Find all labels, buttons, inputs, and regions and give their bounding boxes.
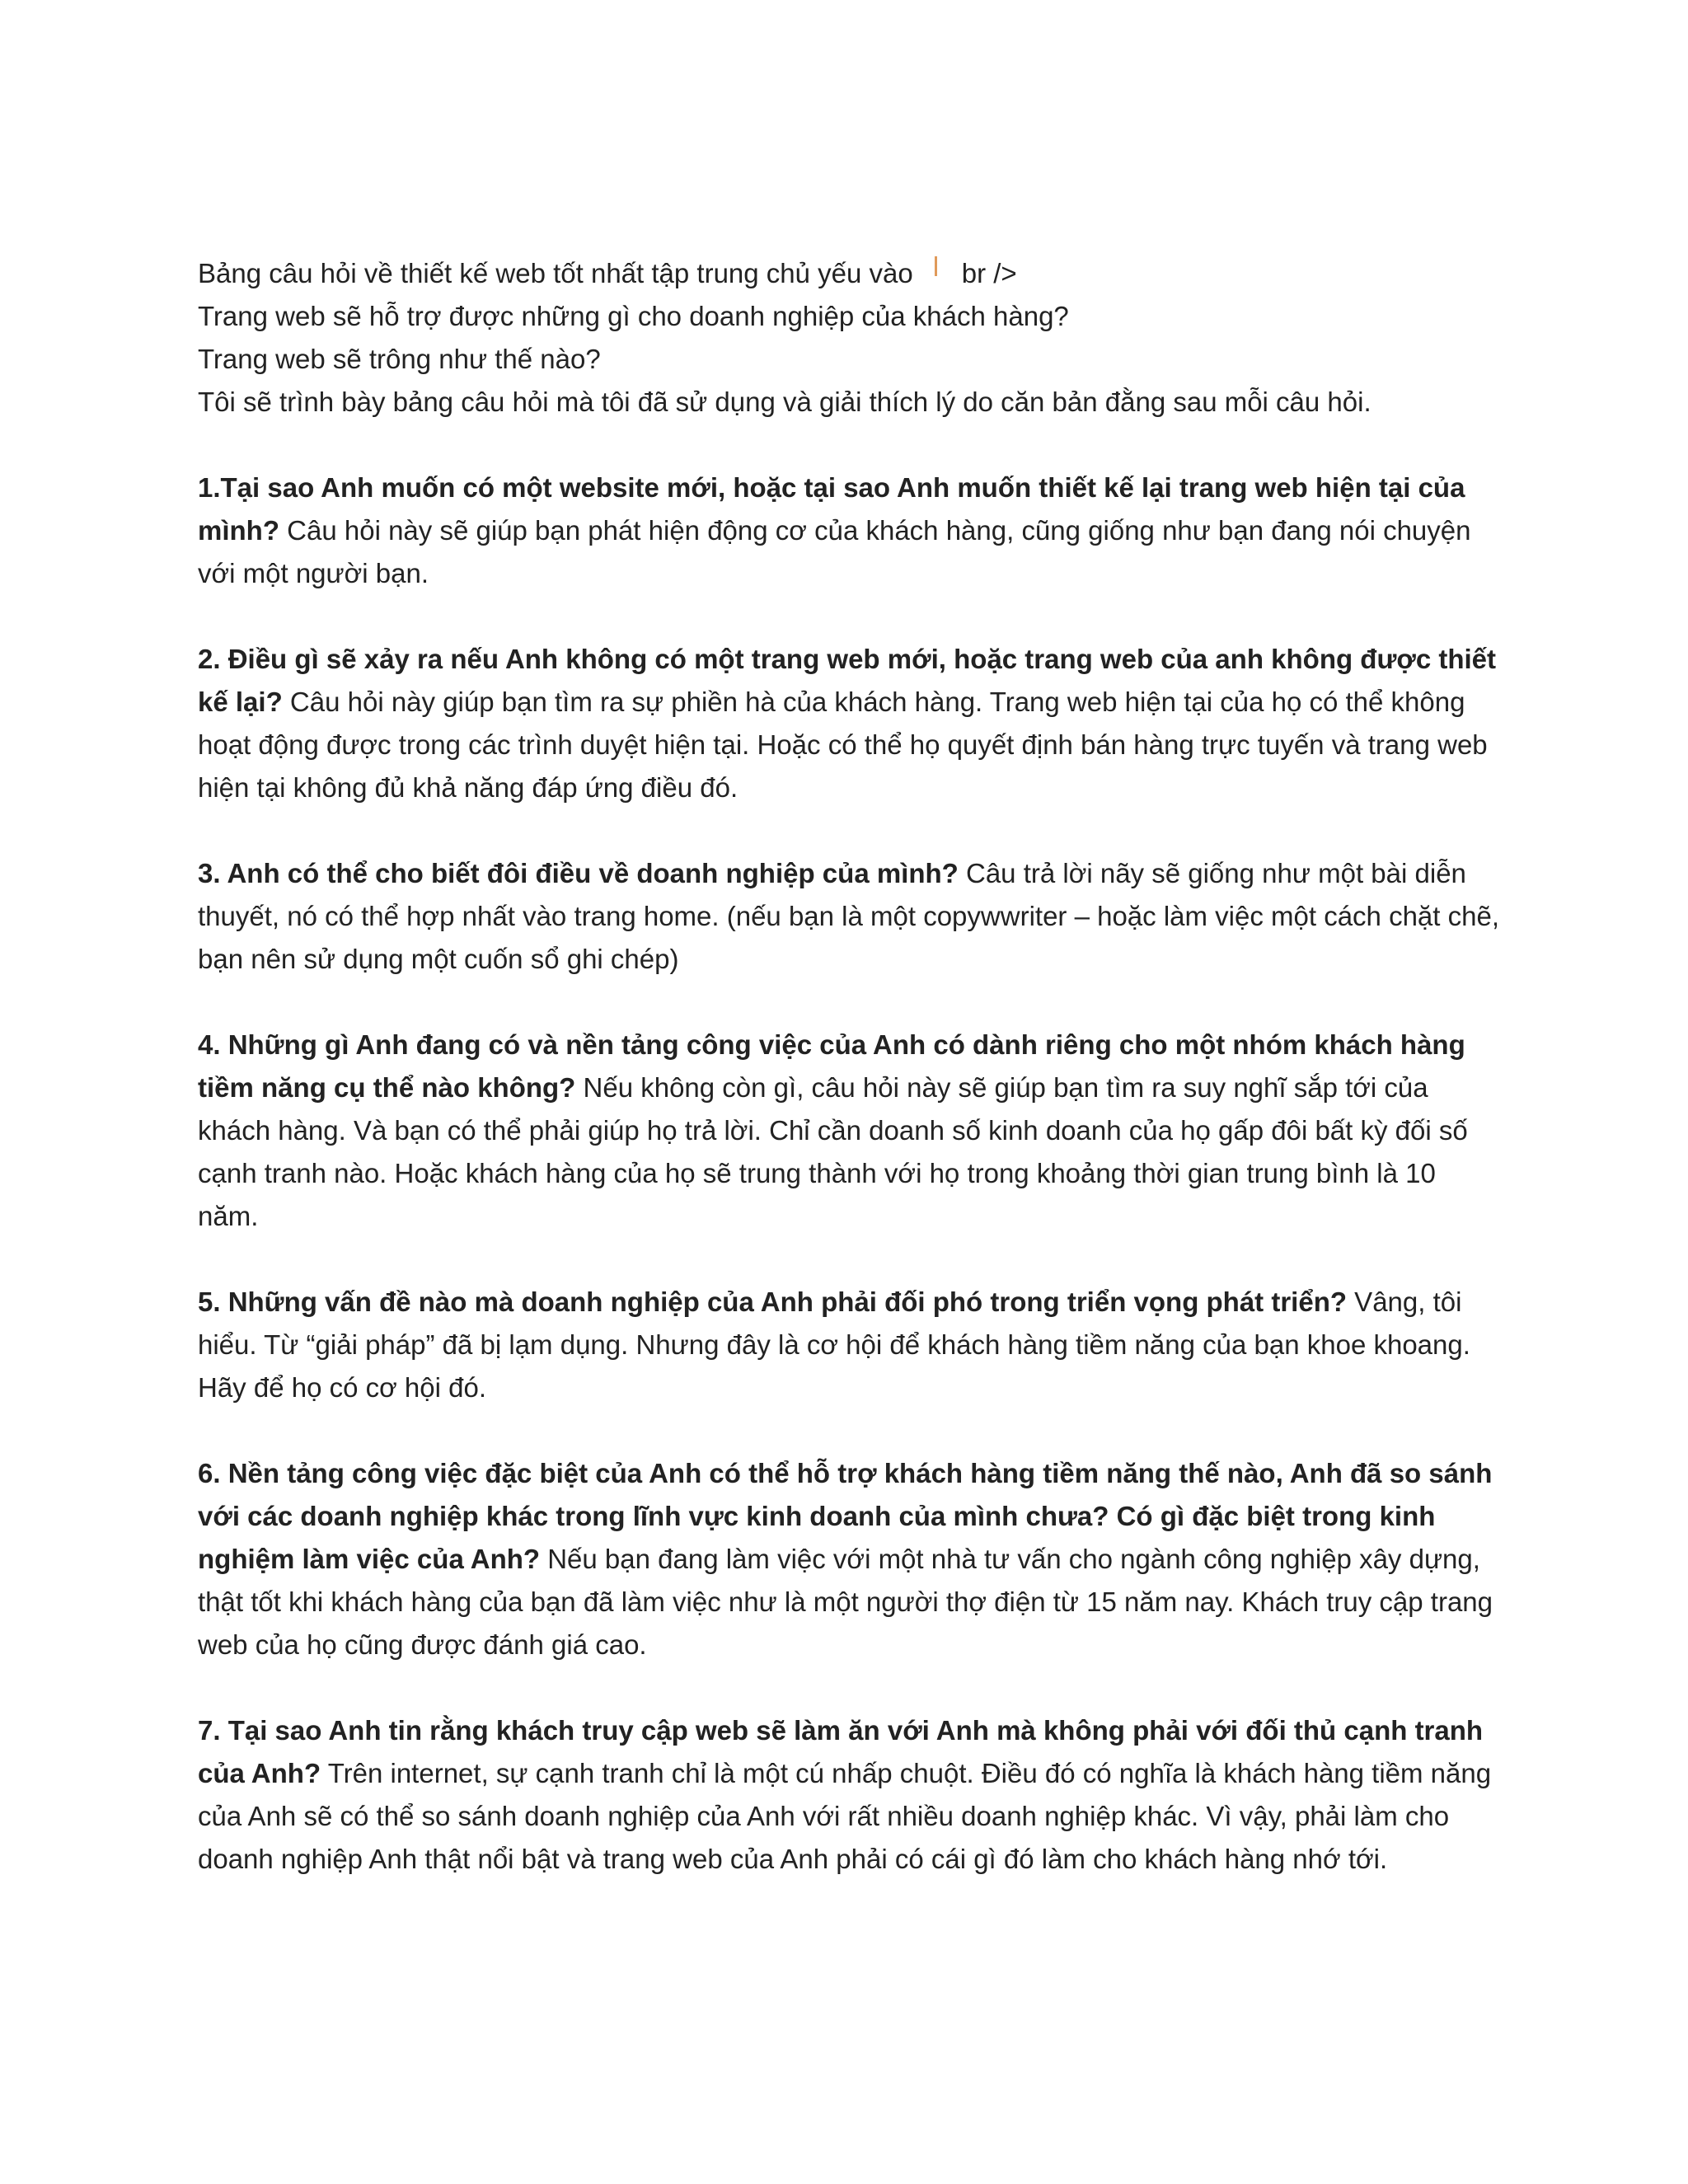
question-text: 1.Tại sao Anh muốn có một website mới, hoặc tại sao Anh muốn thiết kế lại trang web hiện tại của mình?	[198, 472, 1465, 546]
intro-line-4: Tôi sẽ trình bày bảng câu hỏi mà tôi đã sử dụng và giải thích lý do căn bản đằng sau mỗi câu hỏi.	[198, 387, 1372, 417]
question-text: 4. Những gì Anh đang có và nền tảng công việc của Anh có dành riêng cho một nhóm khách hàng tiềm năng cụ thể nào không?	[198, 1029, 1465, 1103]
question-paragraph-2	[198, 638, 1500, 809]
answer-text: Câu trả lời nãy sẽ giống như một bài diễn thuyết, nó có thể hợp nhất vào trang home. (nếu bạn là một copywwriter – hoặc làm việc một cách chặt chẽ, bạn nên sử dụng một cuốn sổ ghi chép)	[198, 858, 1499, 974]
intro-block	[198, 252, 1500, 424]
answer-text: Vâng, tôi hiểu. Từ “giải pháp” đã bị lạm dụng. Nhưng đây là cơ hội để khách hàng tiềm năng của bạn khoe khoang. Hãy để họ có cơ hội đó.	[198, 1286, 1470, 1403]
intro-line-1-text: Bảng câu hỏi về thiết kế web tốt nhất tập trung chủ yếu vào	[198, 258, 913, 288]
answer-text: Trên internet, sự cạnh tranh chỉ là một cú nhấp chuột. Điều đó có nghĩa là khách hàng tiềm năng của Anh sẽ có thể so sánh doanh nghiệp của Anh với rất nhiều doanh nghiệp khác. Vì vậy, phải làm cho doanh nghiệp Anh thật nổi bật và trang web của Anh phải có cái gì đó làm cho khách hàng nhớ tới.	[198, 1758, 1492, 1874]
question-paragraph-1	[198, 466, 1500, 595]
question-paragraph-7	[198, 1709, 1500, 1881]
intro-line-3: Trang web sẽ trông như thế nào?	[198, 344, 601, 374]
question-text: 5. Những vấn đề nào mà doanh nghiệp của Anh phải đối phó trong triển vọng phát triển?	[198, 1286, 1348, 1317]
question-text: 2. Điều gì sẽ xảy ra nếu Anh không có một trang web mới, hoặc trang web của anh không được thiết kế lại?	[198, 644, 1496, 717]
intro-line-2: Trang web sẽ hỗ trợ được những gì cho doanh nghiệp của khách hàng?	[198, 301, 1069, 331]
question-text: 3. Anh có thể cho biết đôi điều về doanh nghiệp của mình?	[198, 858, 959, 888]
question-text: 7. Tại sao Anh tin rằng khách truy cập web sẽ làm ăn với Anh mà không phải với đối thủ cạnh tranh của Anh?	[198, 1715, 1484, 1788]
intro-line-1-tail: br />	[961, 258, 1017, 288]
answer-text: Câu hỏi này giúp bạn tìm ra sự phiền hà của khách hàng. Trang web hiện tại của họ có thể không hoạt động được trong các trình duyệt hiện tại. Hoặc có thể họ quyết định bán hàng trực tuyến và trang web hiện tại không đủ khả năng đáp ứng điều đó.	[198, 687, 1488, 803]
question-paragraph-3	[198, 852, 1500, 981]
intro-line-1	[198, 252, 1500, 295]
answer-text: Câu hỏi này sẽ giúp bạn phát hiện động cơ của khách hàng, cũng giống như bạn đang nói chuyện với một người bạn.	[198, 515, 1471, 588]
question-text: 6. Nền tảng công việc đặc biệt của Anh có thể hỗ trợ khách hàng tiềm năng thế nào, Anh đã so sánh với các doanh nghiệp khác trong lĩnh vực kinh doanh của mình chưa? Có gì đặc biệt trong kinh nghiệm làm việc của Anh?	[198, 1458, 1493, 1574]
question-paragraph-4	[198, 1024, 1500, 1238]
question-paragraph-6	[198, 1452, 1500, 1666]
answer-text: Nếu bạn đang làm việc với một nhà tư vấn cho ngành công nghiệp xây dựng, thật tốt khi khách hàng của bạn đã làm việc như là một người thợ điện từ 15 năm nay. Khách truy cập trang web của họ cũng được đánh giá cao.	[198, 1544, 1493, 1660]
question-paragraph-5	[198, 1281, 1500, 1409]
answer-text: Nếu không còn gì, câu hỏi này sẽ giúp bạn tìm ra suy nghĩ sắp tới của khách hàng. Và bạn có thể phải giúp họ trả lời. Chỉ cần doanh số kinh doanh của họ gấp đôi bất kỳ đối số cạnh tranh nào. Hoặc khách hàng của họ sẽ trung thành với họ trong khoảng thời gian trung bình là 10 năm.	[198, 1072, 1468, 1231]
document-page	[198, 252, 1500, 1908]
text-cursor-mark	[935, 256, 937, 276]
